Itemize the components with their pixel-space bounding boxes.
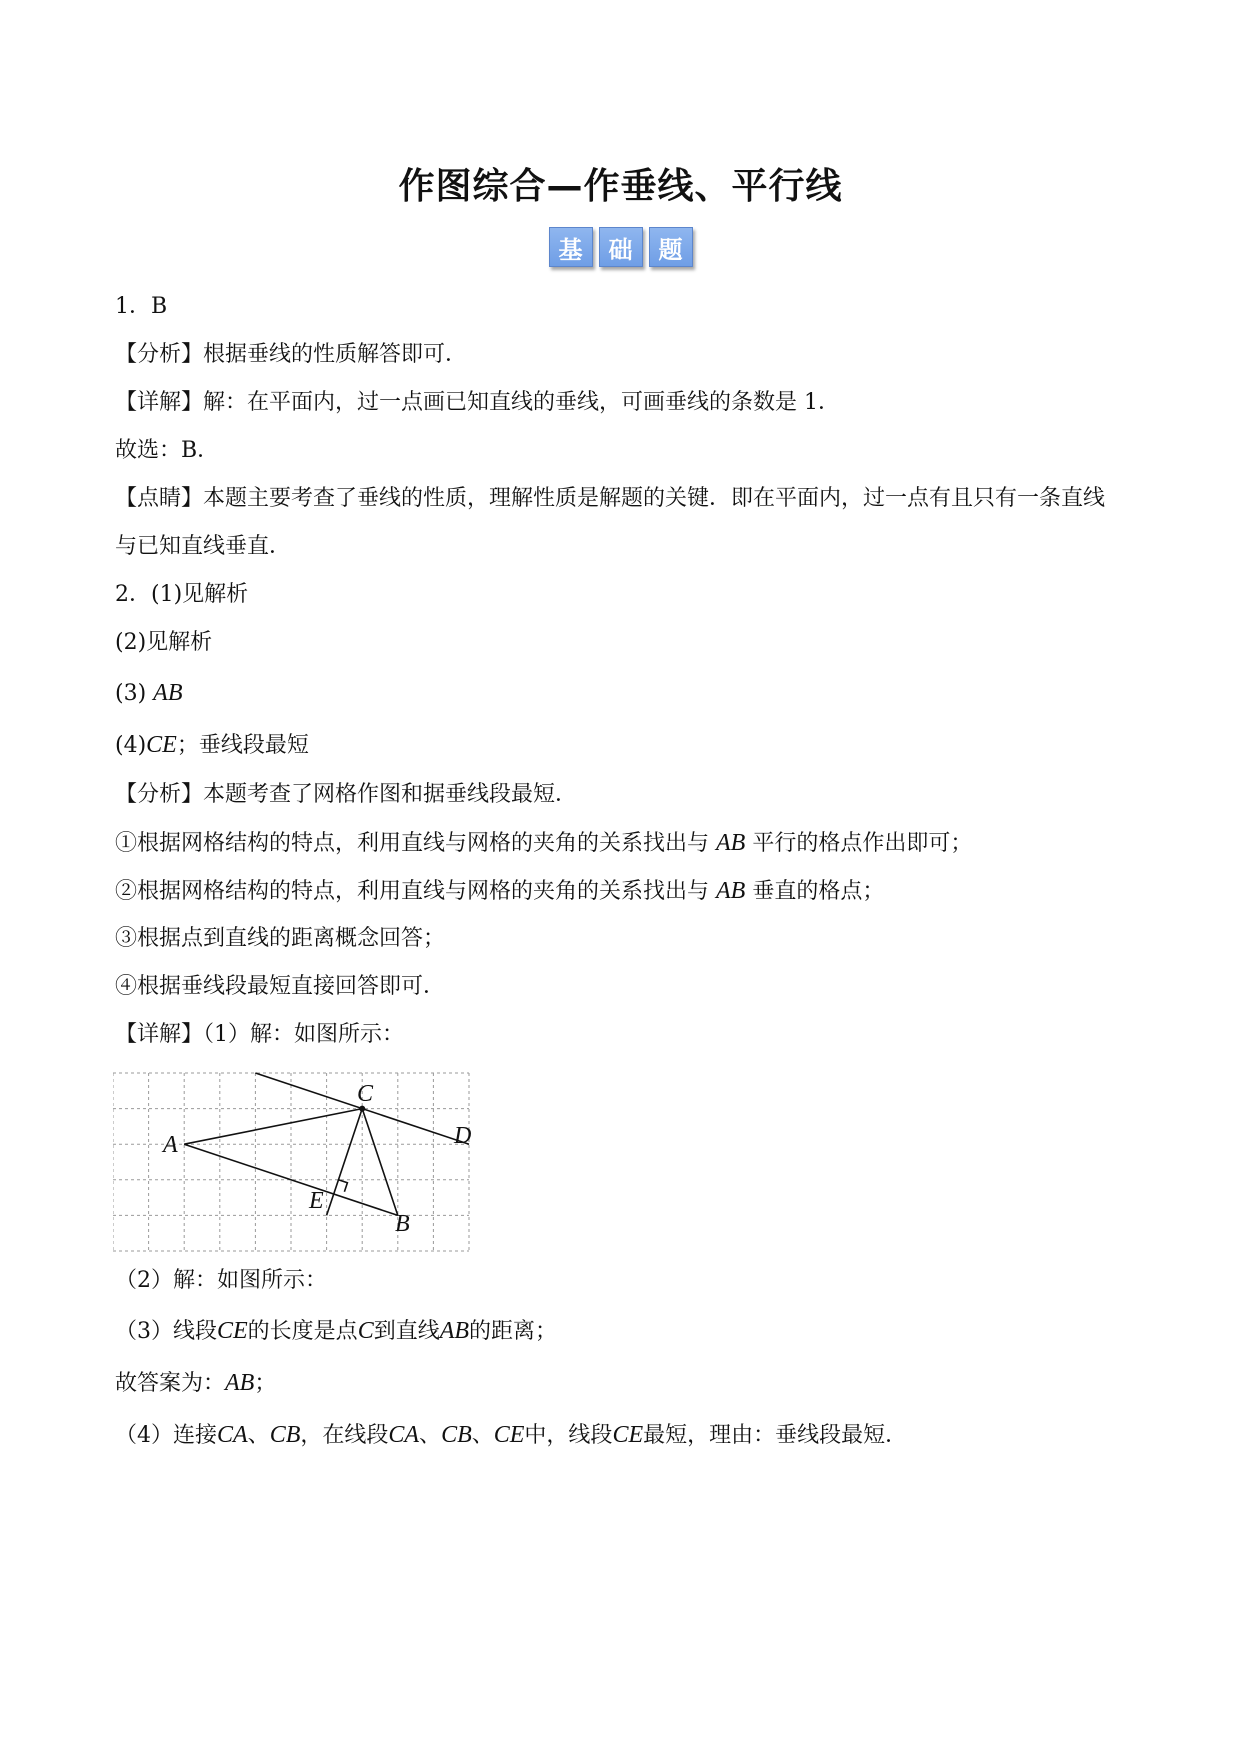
q2-detail-4-m6: CE <box>612 1422 644 1448</box>
q2-answer-4-prefix: (4) <box>115 733 147 758</box>
badge-char-3: 题 <box>649 227 693 267</box>
q2-step-2-math: AB <box>716 878 746 904</box>
page-title: 作图综合—作垂线、平行线 <box>398 166 843 207</box>
grid-lines <box>113 1073 472 1251</box>
q2-detail-2: （2）解：如图所示： <box>115 1268 327 1293</box>
q2-answer-3-prefix: (3) <box>115 681 154 706</box>
q2-detail-4-s2: 、 <box>419 1423 442 1448</box>
q2-step-3: ③根据点到直线的距离概念回答； <box>115 926 446 951</box>
q2-final-a: 故答案为： <box>115 1371 226 1396</box>
q2-detail-4-m5: CE <box>493 1422 525 1448</box>
q2-detail-4-a: （4）连接 <box>115 1423 217 1448</box>
q2-step-1-b: 平行的格点作出即可； <box>745 831 973 856</box>
q2-detail-4-m4: CB <box>441 1422 472 1448</box>
q1-answer: 1．B <box>115 294 168 319</box>
segment-cb <box>362 1109 398 1216</box>
q2-answer-3-math: AB <box>153 680 183 706</box>
q2-final-math: AB <box>225 1370 255 1396</box>
right-angle-mark <box>338 1180 347 1192</box>
label-b: B <box>395 1211 410 1237</box>
q2-analysis: 【分析】本题考查了网格作图和据垂线段最短． <box>115 782 578 807</box>
label-a: A <box>163 1132 178 1158</box>
q2-step-1 <box>115 819 1135 867</box>
q2-detail-4-m1: CA <box>217 1422 248 1448</box>
badge-char-1: 基 <box>549 227 593 267</box>
q2-final-b: ； <box>254 1371 277 1396</box>
difficulty-badge <box>0 227 1241 267</box>
q2-detail-3-m2: C <box>357 1318 374 1344</box>
q2-detail-3-m1: CE <box>217 1318 248 1344</box>
q2-detail-3 <box>115 1305 1135 1357</box>
q1-comment: 【点睛】本题主要考查了垂线的性质，理解性质是解题的关键．即在平面内，过一点有且只有一条直线与已知直线垂直． <box>115 486 1106 559</box>
label-c: C <box>357 1081 374 1107</box>
q2-step-2 <box>115 867 1135 915</box>
grid-diagram <box>113 1063 483 1253</box>
q2-detail-4-s3: 、 <box>471 1423 494 1448</box>
q2-detail-3-m3: AB <box>439 1318 470 1344</box>
geometry-figure <box>113 1063 483 1253</box>
q2-answer-4-suffix: ；垂线段最短 <box>176 733 309 758</box>
q2-detail-3-b: 的长度是点 <box>247 1319 358 1344</box>
q2-answer-2: (2)见解析 <box>115 630 213 655</box>
label-d: D <box>454 1123 472 1149</box>
q2-answer-3 <box>115 667 1135 719</box>
q2-detail-3-a: （3）线段 <box>115 1319 217 1344</box>
q2-step-1-math: AB <box>716 830 746 856</box>
badge-char-2: 础 <box>599 227 643 267</box>
q2-detail-4-b: ，在线段 <box>300 1423 389 1448</box>
q2-detail-3-d: 的距离； <box>469 1319 558 1344</box>
q2-answer-4-math: CE <box>146 732 177 758</box>
q2-step-2-b: 垂直的格点； <box>745 879 885 904</box>
q2-answer-4 <box>115 719 1135 771</box>
q2-step-4: ④根据垂线段最短直接回答即可． <box>115 974 446 999</box>
q2-answer-1: 2．(1)见解析 <box>115 582 249 607</box>
label-e: E <box>309 1188 324 1214</box>
q1-analysis: 【分析】根据垂线的性质解答即可． <box>115 342 468 367</box>
q2-detail-4-c: 中，线段 <box>524 1423 613 1448</box>
q1-choice: 故选：B． <box>115 438 220 463</box>
q2-detail-4-s1: 、 <box>247 1423 270 1448</box>
solution-body <box>115 283 1135 1461</box>
q2-step-2-a: ②根据网格结构的特点，利用直线与网格的夹角的关系找出与 <box>115 879 716 904</box>
q2-detail-4 <box>115 1409 1135 1461</box>
q2-final-answer <box>115 1357 1135 1409</box>
segment-ce <box>327 1109 363 1216</box>
q2-step-1-a: ①根据网格结构的特点，利用直线与网格的夹角的关系找出与 <box>115 831 716 856</box>
q2-detail-3-c: 到直线 <box>373 1319 440 1344</box>
q2-detail-4-m2: CB <box>269 1422 301 1448</box>
q2-detail-4-m3: CA <box>388 1422 420 1448</box>
q2-detail-4-d: 最短，理由：垂线段最短． <box>643 1423 908 1448</box>
segment-ac <box>184 1109 362 1145</box>
q1-detail: 【详解】解：在平面内，过一点画已知直线的垂线，可画垂线的条数是 1． <box>115 390 840 415</box>
q2-detail-intro: 【详解】（1）解：如图所示： <box>115 1022 404 1047</box>
